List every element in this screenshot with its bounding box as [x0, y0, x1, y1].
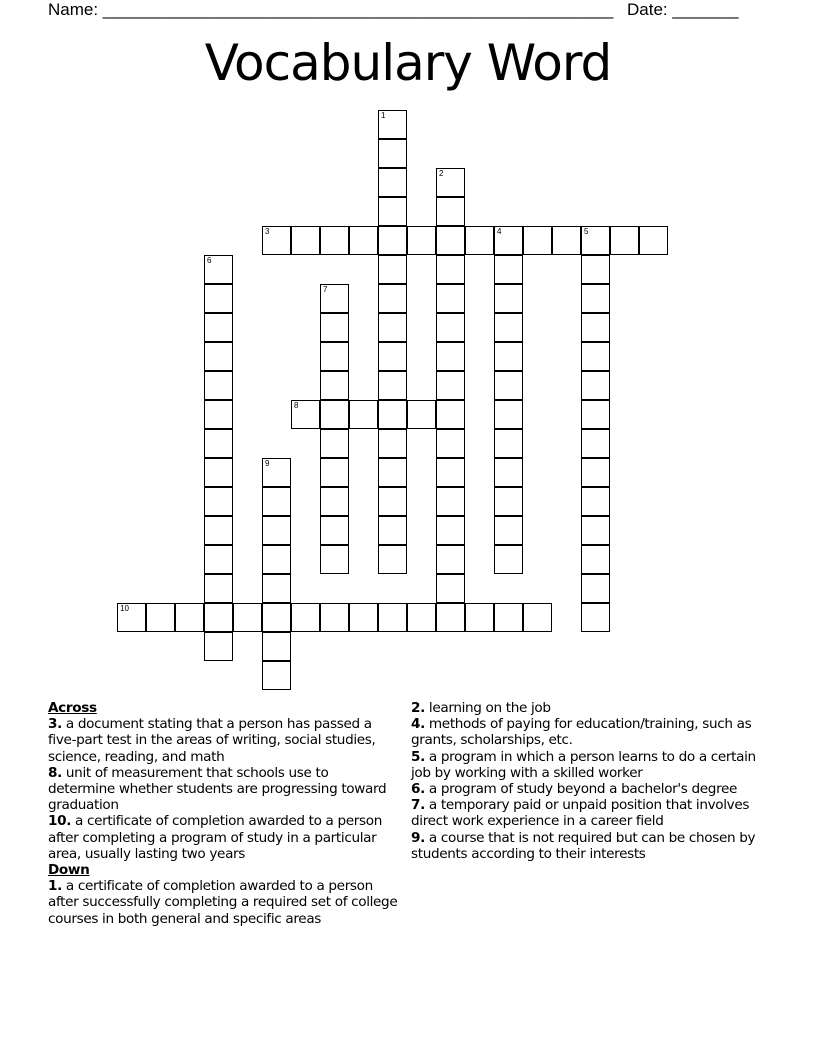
- clue-text: a temporary paid or unpaid position that involves direct work experience in a career field: [411, 797, 750, 830]
- clue-item: [411, 749, 776, 781]
- grid-cell[interactable]: [378, 139, 407, 168]
- clue-number: 3.: [48, 716, 62, 733]
- clue-item: [411, 700, 776, 716]
- grid-cell[interactable]: [494, 400, 523, 429]
- grid-cell[interactable]: [204, 632, 233, 661]
- grid-cell[interactable]: [581, 545, 610, 574]
- grid-cell[interactable]: [436, 429, 465, 458]
- grid-cell[interactable]: [204, 516, 233, 545]
- grid-cell[interactable]: [581, 603, 610, 632]
- grid-cell[interactable]: [378, 458, 407, 487]
- grid-cell[interactable]: [494, 226, 523, 255]
- grid-cell[interactable]: [320, 400, 349, 429]
- grid-cell[interactable]: [581, 313, 610, 342]
- grid-cell[interactable]: [320, 429, 349, 458]
- grid-cell[interactable]: [349, 400, 378, 429]
- grid-cell[interactable]: [320, 313, 349, 342]
- grid-cell[interactable]: [436, 487, 465, 516]
- grid-cell[interactable]: [436, 313, 465, 342]
- clue-text: a certificate of completion awarded to a person after completing a program of study in a particular area, usually lasting two years: [48, 813, 382, 862]
- grid-cell[interactable]: [262, 545, 291, 574]
- page-title: Vocabulary Word: [204, 34, 612, 92]
- grid-cell[interactable]: [407, 226, 436, 255]
- clue-number: 5.: [411, 748, 425, 765]
- clue-number: 10: [120, 604, 129, 613]
- grid-cell[interactable]: [204, 255, 233, 284]
- grid-cell[interactable]: [204, 458, 233, 487]
- clue-item: [411, 797, 776, 829]
- clue-number: 6.: [411, 781, 425, 798]
- grid-cell[interactable]: [204, 429, 233, 458]
- clue-text: a certificate of completion awarded to a person after successfully completing a required set of college courses in both general and specific areas: [48, 878, 398, 927]
- name-field[interactable]: Name: ______________________________________________________: [48, 0, 614, 19]
- grid-cell[interactable]: [378, 429, 407, 458]
- grid-cell[interactable]: [378, 168, 407, 197]
- grid-cell[interactable]: [204, 284, 233, 313]
- grid-cell[interactable]: [581, 342, 610, 371]
- clue-number: 7: [323, 285, 328, 294]
- grid-cell[interactable]: [581, 487, 610, 516]
- grid-cell[interactable]: [320, 603, 349, 632]
- grid-cell[interactable]: [610, 226, 639, 255]
- grid-cell[interactable]: [436, 400, 465, 429]
- grid-cell[interactable]: [494, 313, 523, 342]
- clue-number: 10.: [48, 813, 72, 830]
- grid-cell[interactable]: [378, 197, 407, 226]
- grid-cell[interactable]: [581, 284, 610, 313]
- grid-cell[interactable]: [204, 574, 233, 603]
- grid-cell[interactable]: [320, 342, 349, 371]
- grid-cell[interactable]: [378, 371, 407, 400]
- grid-cell[interactable]: [581, 429, 610, 458]
- grid-cell[interactable]: [262, 458, 291, 487]
- grid-cell[interactable]: [494, 458, 523, 487]
- grid-cell[interactable]: [378, 545, 407, 574]
- grid-cell[interactable]: [436, 458, 465, 487]
- across-heading: Across: [48, 700, 97, 716]
- clue-number: 1.: [48, 878, 62, 895]
- grid-cell[interactable]: [175, 603, 204, 632]
- grid-cell[interactable]: [581, 516, 610, 545]
- grid-cell[interactable]: [262, 516, 291, 545]
- grid-cell[interactable]: [465, 603, 494, 632]
- grid-cell[interactable]: [291, 603, 320, 632]
- grid-cell[interactable]: [494, 487, 523, 516]
- grid-cell[interactable]: [204, 400, 233, 429]
- grid-cell[interactable]: [407, 400, 436, 429]
- clue-text: learning on the job: [424, 700, 551, 716]
- clue-item: [411, 830, 776, 862]
- clue-item: [48, 878, 398, 927]
- grid-cell[interactable]: [320, 371, 349, 400]
- clue-number: 8: [294, 401, 299, 410]
- grid-cell[interactable]: [320, 226, 349, 255]
- grid-cell[interactable]: [320, 458, 349, 487]
- clue-number: 2: [439, 169, 444, 178]
- clue-item: [411, 716, 776, 748]
- clue-number: 4.: [411, 716, 425, 733]
- grid-cell[interactable]: [494, 284, 523, 313]
- grid-cell[interactable]: [436, 255, 465, 284]
- grid-cell[interactable]: [320, 516, 349, 545]
- grid-cell[interactable]: [407, 603, 436, 632]
- clue-number: 6: [207, 256, 212, 265]
- date-field[interactable]: Date: _______: [627, 0, 739, 19]
- grid-cell[interactable]: [262, 661, 291, 690]
- grid-cell[interactable]: [465, 226, 494, 255]
- grid-cell[interactable]: [349, 603, 378, 632]
- grid-cell[interactable]: [436, 371, 465, 400]
- grid-cell[interactable]: [262, 632, 291, 661]
- grid-cell[interactable]: [378, 487, 407, 516]
- grid-cell[interactable]: [581, 574, 610, 603]
- grid-cell[interactable]: [291, 400, 320, 429]
- grid-cell[interactable]: [378, 313, 407, 342]
- grid-cell[interactable]: [494, 429, 523, 458]
- clue-number: 4: [497, 227, 502, 236]
- grid-cell[interactable]: [204, 371, 233, 400]
- grid-cell[interactable]: [523, 226, 552, 255]
- clue-item: [48, 765, 398, 814]
- grid-cell[interactable]: [494, 255, 523, 284]
- grid-cell[interactable]: [291, 226, 320, 255]
- grid-cell[interactable]: [378, 284, 407, 313]
- down-heading: Down: [48, 862, 90, 879]
- grid-cell[interactable]: [378, 342, 407, 371]
- grid-cell[interactable]: [146, 603, 175, 632]
- grid-cell[interactable]: [320, 545, 349, 574]
- grid-cell[interactable]: [581, 226, 610, 255]
- clues-left-column: [48, 700, 398, 927]
- grid-cell[interactable]: [436, 516, 465, 545]
- grid-cell[interactable]: [436, 574, 465, 603]
- grid-cell[interactable]: [436, 342, 465, 371]
- grid-cell[interactable]: [436, 603, 465, 632]
- clue-text: unit of measurement that schools use to determine whether students are progressing toward graduation: [48, 764, 387, 814]
- grid-cell[interactable]: [552, 226, 581, 255]
- clue-number: 9.: [411, 829, 425, 846]
- grid-cell[interactable]: [204, 313, 233, 342]
- grid-cell[interactable]: [262, 226, 291, 255]
- grid-cell[interactable]: [494, 545, 523, 574]
- grid-cell[interactable]: [436, 284, 465, 313]
- grid-cell[interactable]: [581, 458, 610, 487]
- clue-text: a document stating that a person has passed a five-part test in the areas of writing, social studies, science, reading, and math: [48, 716, 376, 765]
- grid-cell[interactable]: [320, 284, 349, 313]
- grid-cell[interactable]: [378, 603, 407, 632]
- clue-item: [48, 813, 398, 862]
- grid-cell[interactable]: [494, 371, 523, 400]
- grid-cell[interactable]: [494, 342, 523, 371]
- clue-item: [411, 781, 776, 797]
- grid-cell[interactable]: [204, 487, 233, 516]
- grid-cell[interactable]: [378, 400, 407, 429]
- grid-cell[interactable]: [262, 574, 291, 603]
- clues-right-column: [411, 700, 776, 862]
- grid-cell[interactable]: [204, 342, 233, 371]
- grid-cell[interactable]: [581, 371, 610, 400]
- clue-number: 3: [265, 227, 270, 236]
- grid-cell[interactable]: [378, 110, 407, 139]
- grid-cell[interactable]: [581, 255, 610, 284]
- clue-number: 2.: [411, 700, 425, 716]
- grid-cell[interactable]: [320, 487, 349, 516]
- grid-cell[interactable]: [262, 603, 291, 632]
- grid-cell[interactable]: [494, 603, 523, 632]
- grid-cell[interactable]: [233, 603, 262, 632]
- grid-cell[interactable]: [639, 226, 668, 255]
- grid-cell[interactable]: [378, 255, 407, 284]
- clue-text: a program in which a person learns to do a certain job by working with a skilled worker: [411, 748, 756, 781]
- grid-cell[interactable]: [349, 226, 378, 255]
- clue-number: 7.: [411, 797, 425, 814]
- grid-cell[interactable]: [378, 226, 407, 255]
- clue-text: a program of study beyond a bachelor's degree: [424, 781, 738, 798]
- grid-cell[interactable]: [262, 487, 291, 516]
- grid-cell[interactable]: [523, 603, 552, 632]
- grid-cell[interactable]: [204, 603, 233, 632]
- clue-text: methods of paying for education/training, such as grants, scholarships, etc.: [411, 716, 752, 749]
- grid-cell[interactable]: [436, 545, 465, 574]
- grid-cell[interactable]: [581, 400, 610, 429]
- grid-cell[interactable]: [436, 168, 465, 197]
- grid-cell[interactable]: [436, 197, 465, 226]
- clue-number: 5: [584, 227, 589, 236]
- clue-number: 9: [265, 459, 270, 468]
- clue-number: 1: [381, 111, 386, 120]
- clue-number: 8.: [48, 764, 62, 781]
- grid-cell[interactable]: [436, 226, 465, 255]
- grid-cell[interactable]: [378, 516, 407, 545]
- grid-cell[interactable]: [117, 603, 146, 632]
- clue-text: a course that is not required but can be chosen by students according to their interests: [411, 829, 756, 862]
- grid-cell[interactable]: [494, 516, 523, 545]
- grid-cell[interactable]: [204, 545, 233, 574]
- clue-item: [48, 716, 398, 765]
